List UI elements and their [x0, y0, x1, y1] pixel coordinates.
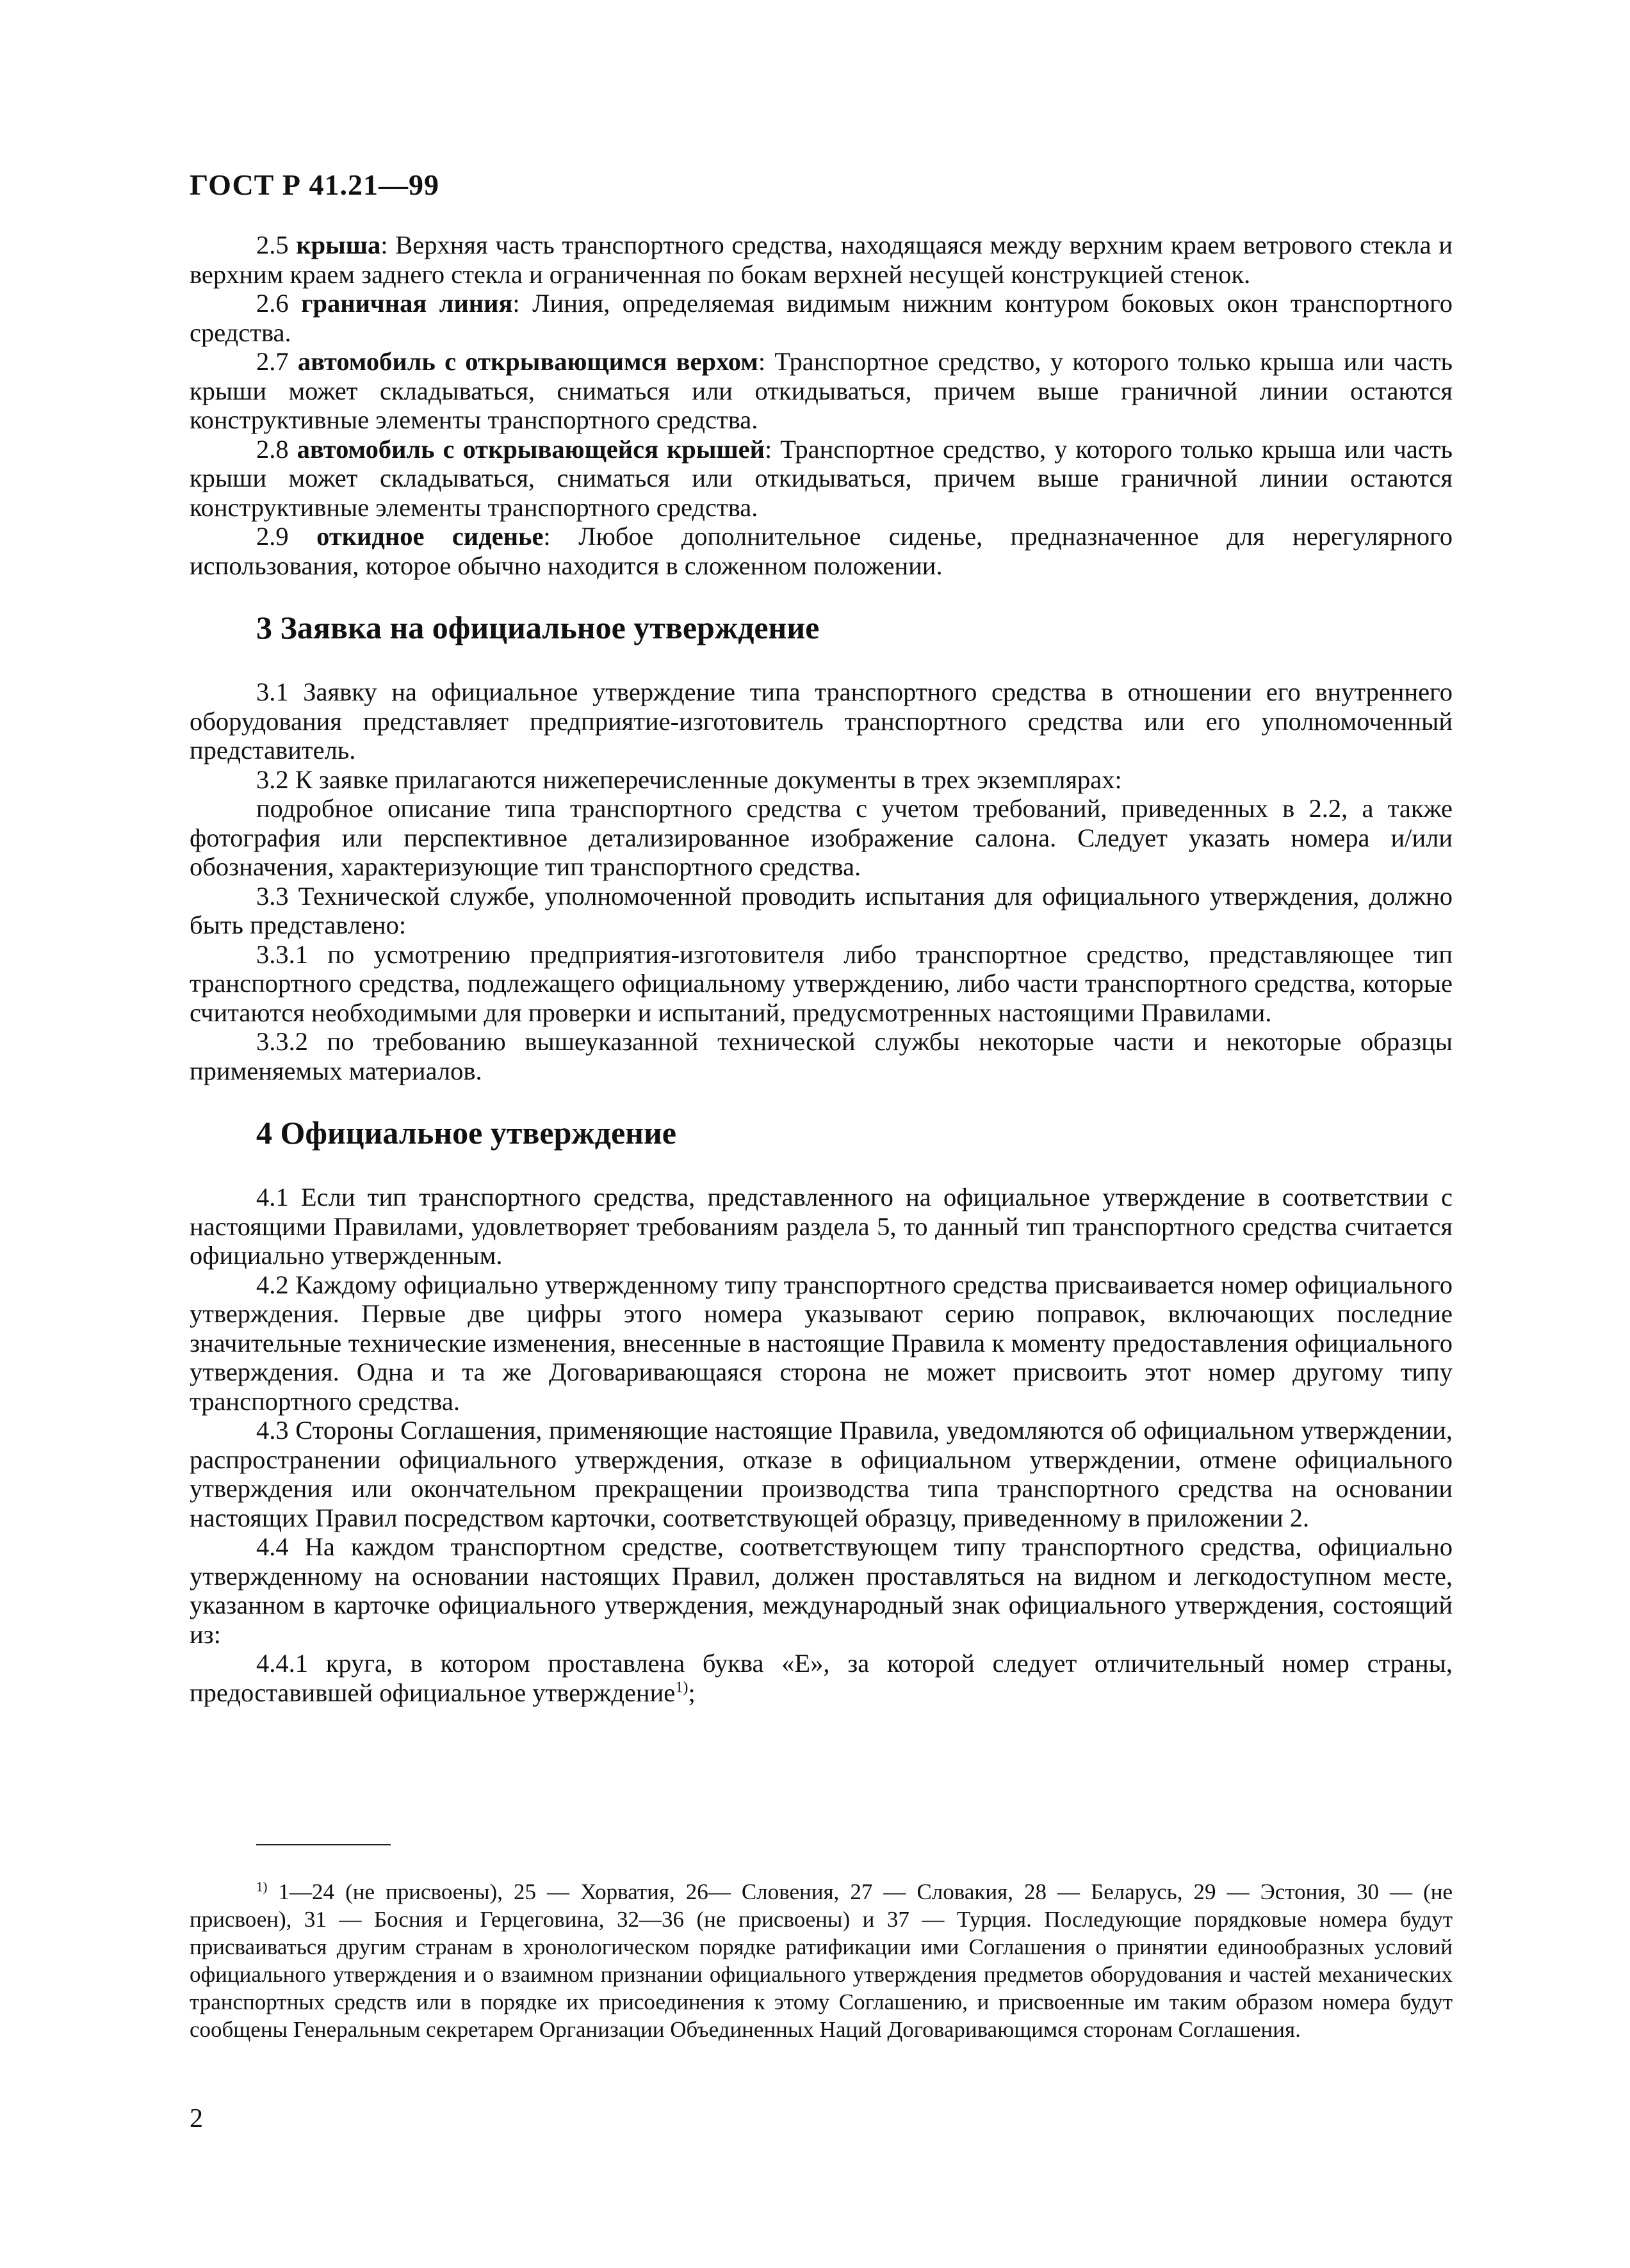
document-header: ГОСТ Р 41.21—99 [190, 168, 439, 201]
footnote-separator [256, 1844, 391, 1845]
term: автомобиль с открывающимся верхом [297, 347, 758, 376]
section-4-heading: 4 Официальное утверждение [256, 1115, 676, 1151]
paragraph-3-3-2: 3.3.2 по требованию вышеуказанной технической службы некоторые части и некоторые образцы применяемых материалов. [190, 1027, 1453, 1085]
clause-number: 2.8 [256, 434, 289, 464]
paragraph-4-4: 4.4 На каждом транспортном средстве, соответствующем типу транспортного средства, официально утвержденному на основании настоящих Правил, должен проставляться на видном и легкодоступном месте, указанном в карточке официального утверждения, международный знак официального утверждения, состоящий из: [190, 1532, 1453, 1649]
paragraph-4-4-1 [190, 1649, 1453, 1707]
definition-2-7 [190, 347, 1453, 435]
definition-2-6 [190, 289, 1453, 347]
definition-text: : Транспортное средство, у которого только крыша или часть крыши может складываться, сниматься или откидываться, причем выше граничной линии остаются конструктивные элементы транспортного средства. [190, 434, 1453, 522]
clause-number: 2.9 [256, 522, 289, 551]
paragraph-3-3-1: 3.3.1 по усмотрению предприятия-изготовителя либо транспортное средство, представляющее тип транспортного средства, подлежащего официальному утверждению, либо части транспортного средства, которые считаются необходимыми для проверки и испытаний, предусмотренных настоящими Правилами. [190, 939, 1453, 1027]
definition-text: : Транспортное средство, у которого только крыша или часть крыши может складываться, сниматься или откидываться, причем выше граничной линии остаются конструктивные элементы транспортного средства. [190, 347, 1453, 434]
paragraph-text: 4.4.1 круга, в котором проставлена буква «Е», за которой следует отличительный номер страны, предоставившей официальное утверждение [190, 1649, 1453, 1707]
paragraph-3-1: 3.1 Заявку на официальное утверждение типа транспортного средства в отношении его внутреннего оборудования представляет предприятие-изготовитель транспортного средства или его уполномоченный представитель. [190, 677, 1453, 765]
definition-2-5 [190, 231, 1453, 289]
clause-number: 2.5 [256, 231, 289, 259]
section-3-heading: 3 Заявка на официальное утверждение [256, 610, 820, 645]
footnote-reference: 1) [675, 1678, 689, 1696]
term: граничная линия [301, 289, 513, 318]
paragraph-4-1: 4.1 Если тип транспортного средства, представленного на официальное утверждение в соответствии с настоящими Правилами, удовлетворяет требованиям раздела 5, то данный тип транспортного средства считается официально утвержденным. [190, 1183, 1453, 1270]
document-body [190, 231, 1453, 1707]
page-number: 2 [190, 2104, 203, 2134]
definition-text: : Линия, определяемая видимым нижним контуром боковых окон транспортного средства. [190, 289, 1453, 347]
definition-2-9 [190, 522, 1453, 580]
footnote [190, 1878, 1453, 2043]
footnote-text: 1—24 (не присвоены), 25 — Хорватия, 26— Словения, 27 — Словакия, 28 — Беларусь, 29 — Эстония, 30 — (не присвоен), 31 — Босния и Герцеговина, 32—36 (не присвоены) и 37 — Турция. Последующие порядковые номера будут присваиваться другим странам в хронологическом порядке ратификации ими Соглашения о принятии единообразных условий официального утверждения и о взаимном признании официального утверждения предметов оборудования и частей механических транспортных средств или в порядке их присоединения к этому Соглашению, и присвоенные им таким образом номера будут сообщены Генеральным секретарем Организации Объединенных Наций Договаривающимся сторонам Соглашения. [190, 1879, 1453, 2042]
paragraph-3-2: 3.2 К заявке прилагаются нижеперечисленные документы в трех экземплярах: [256, 765, 1122, 794]
term: крыша [296, 231, 381, 259]
paragraph-3-2-list: подробное описание типа транспортного средства с учетом требований, приведенных в 2.2, а также фотография или перспективное детализированное изображение салона. Следует указать номера и/или обозначения, характеризующие тип транспортного средства. [190, 794, 1453, 881]
term: откидное сиденье [316, 522, 544, 551]
clause-number: 2.7 [256, 347, 289, 376]
punctuation: ; [688, 1678, 696, 1707]
footnote-marker: 1) [256, 1879, 268, 1895]
definition-text: : Верхняя часть транспортного средства, находящаяся между верхним краем ветрового стекла и верхним краем заднего стекла и ограниченная по бокам верхней несущей конструкцией стенок. [190, 231, 1453, 289]
definition-text: : Любое дополнительное сиденье, предназначенное для нерегулярного использования, которое обычно находится в сложенном положении. [190, 522, 1453, 580]
paragraph-3-3: 3.3 Технической службе, уполномоченной проводить испытания для официального утверждения, должно быть представлено: [190, 881, 1453, 939]
paragraph-4-2: 4.2 Каждому официально утвержденному типу транспортного средства присваивается номер официального утверждения. Первые две цифры этого номера указывают серию поправок, включающих последние значительные технические изменения, внесенные в настоящие Правила к моменту предоставления официального утверждения. Одна и та же Договаривающаяся сторона не может присвоить этот номер другому типу транспортного средства. [190, 1270, 1453, 1416]
term: автомобиль с открывающейся крышей [297, 434, 765, 464]
definition-2-8 [190, 435, 1453, 522]
clause-number: 2.6 [256, 289, 289, 318]
paragraph-4-3: 4.3 Стороны Соглашения, применяющие настоящие Правила, уведомляются об официальном утверждении, распространении официального утверждения, отказе в официальном утверждении, отмене официального утверждения или окончательном прекращении производства типа транспортного средства на основании настоящих Правил посредством карточки, соответствующей образцу, приведенному в приложении 2. [190, 1416, 1453, 1532]
